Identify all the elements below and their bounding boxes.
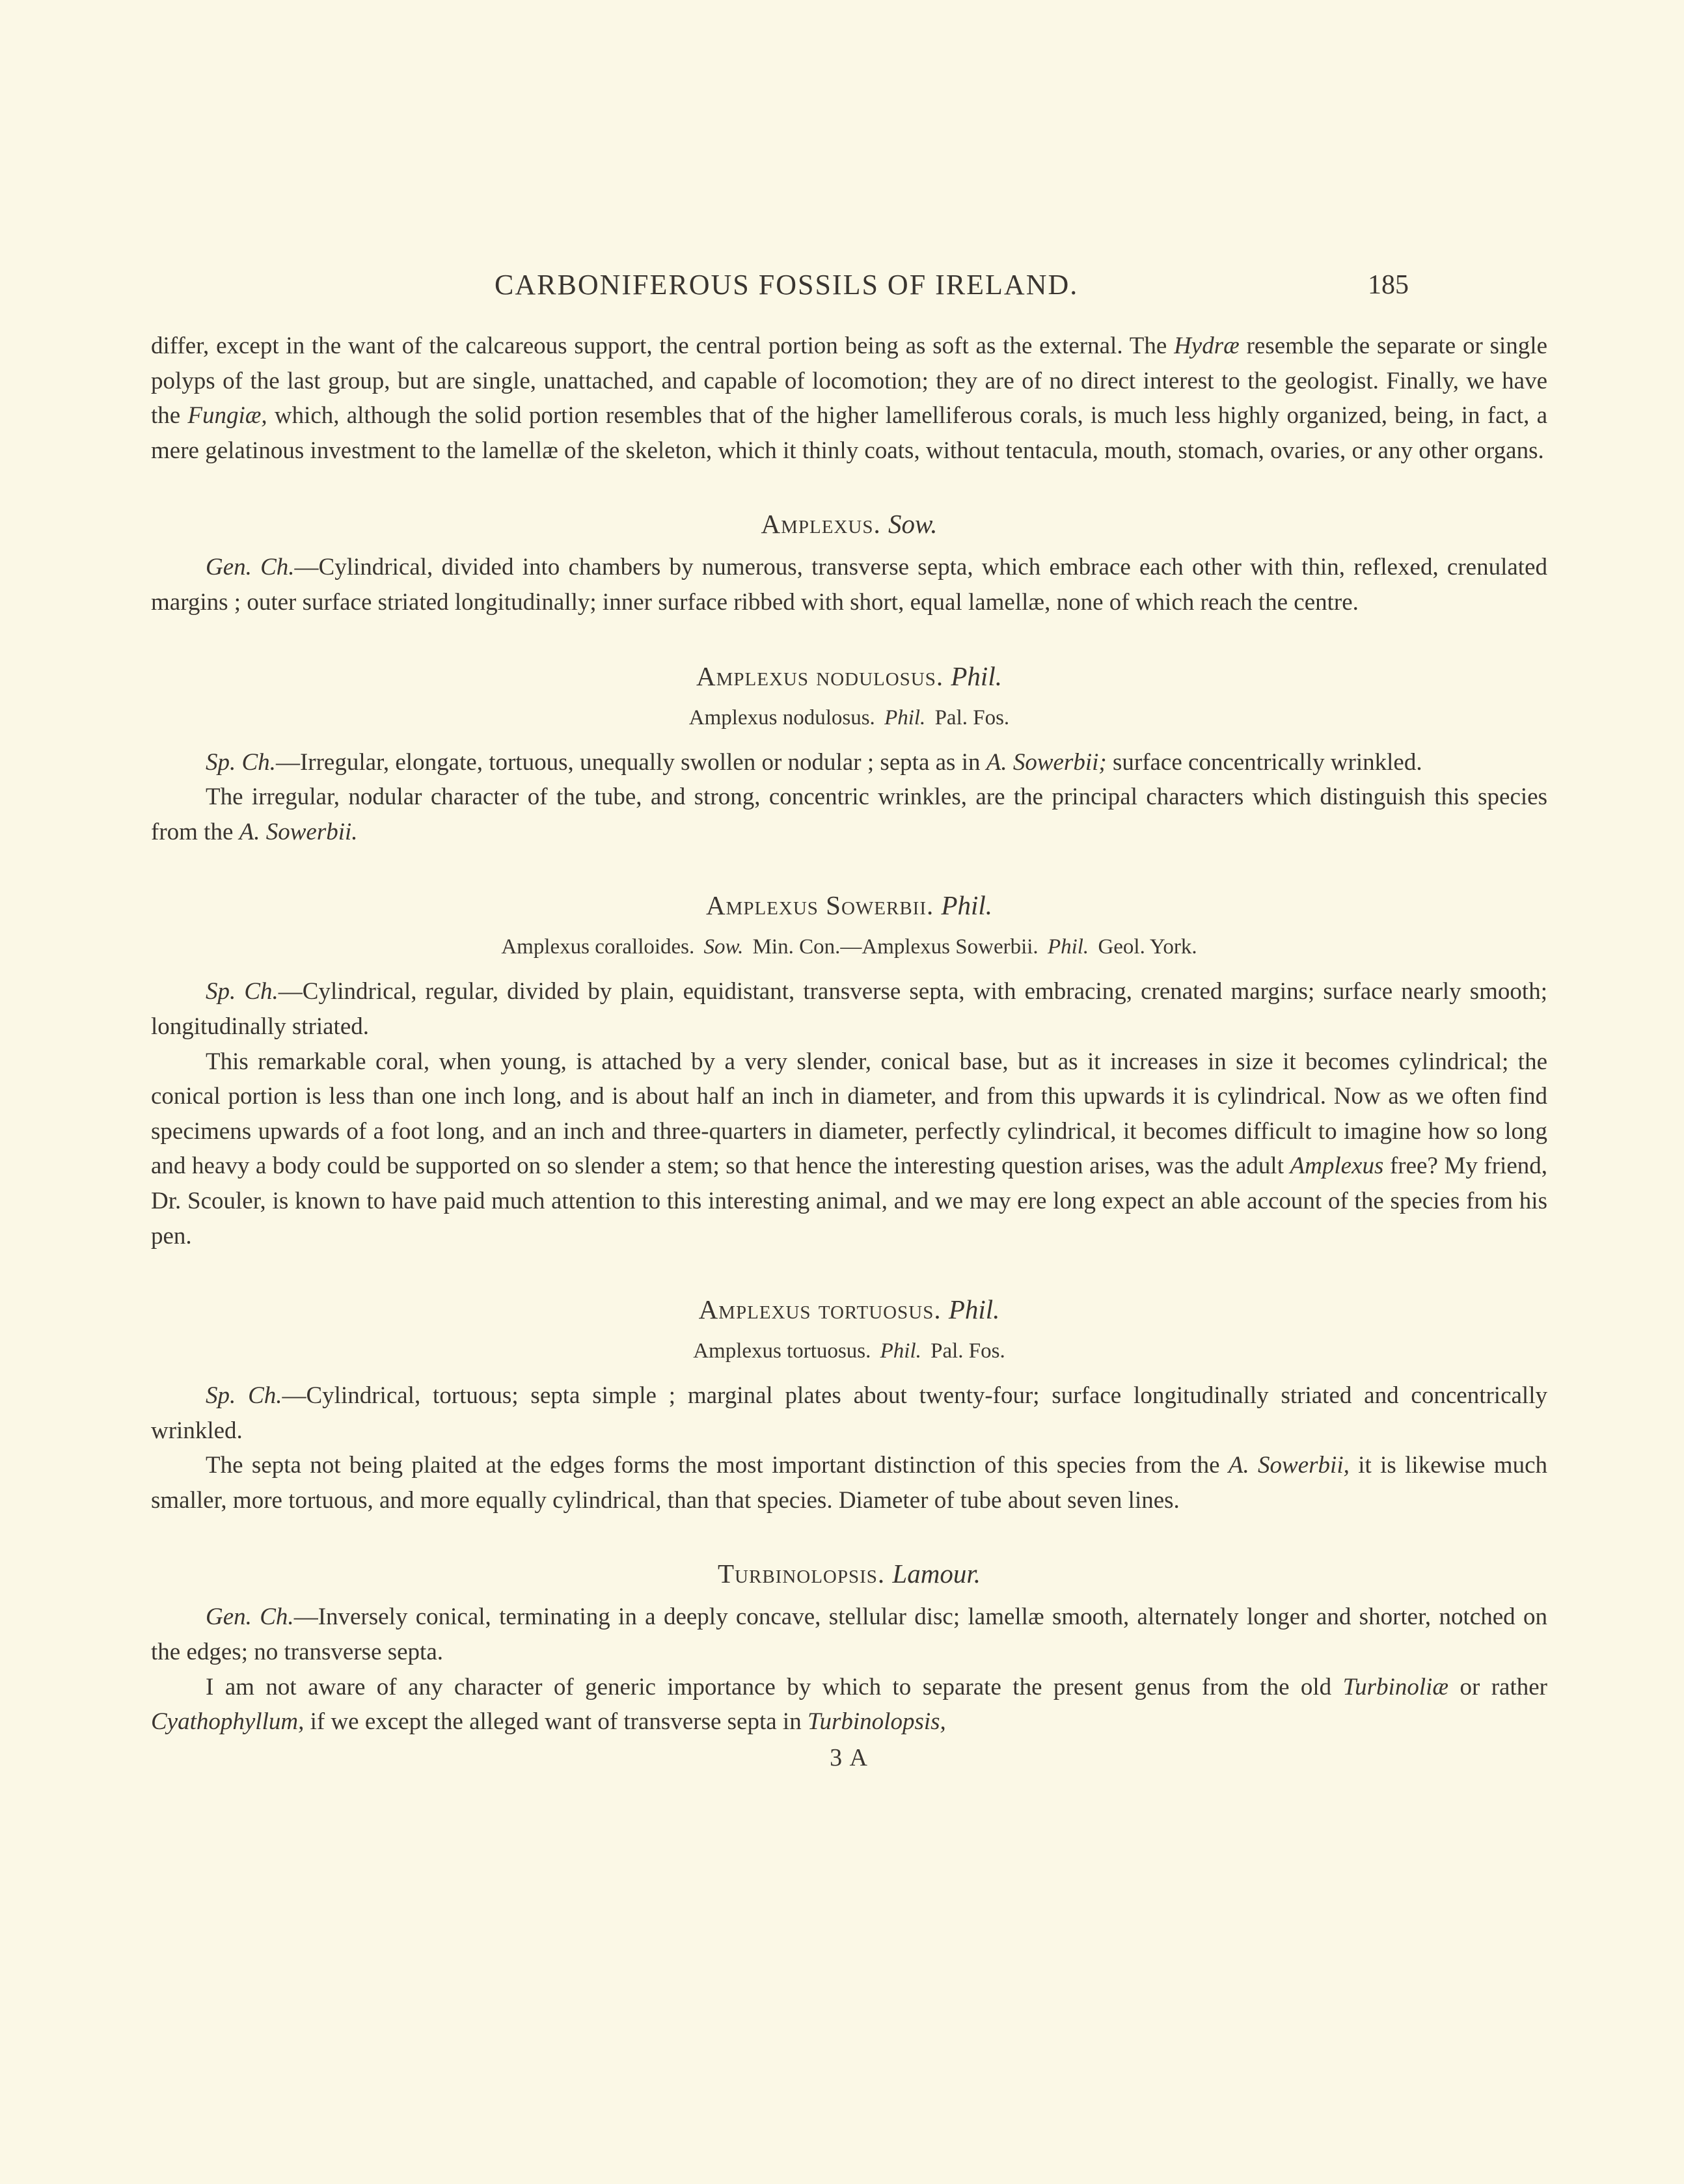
species-reference: A. Sowerbii. — [239, 818, 358, 845]
section-heading-sowerbii — [151, 887, 1547, 923]
genus-reference: Turbinolopsis, — [807, 1708, 946, 1736]
gen-ch-label: Gen. Ch. — [206, 1604, 294, 1631]
section-heading-nodulosus — [151, 658, 1547, 694]
description-text: The irregular, nodular character of the tube, and strong, concentric wrinkles, are the principal characters which distinguish this species from the — [151, 784, 1547, 845]
description-text: or rather — [1448, 1673, 1547, 1700]
page-number: 185 — [1368, 270, 1409, 300]
section-heading-tortuosus — [151, 1291, 1547, 1328]
synonymy-line — [151, 702, 1547, 733]
gen-ch-text: —Inversely conical, terminating in a deeply concave, stellular disc; lamellæ smooth, alternately longer and shorter, notched on the edges; no transverse septa. — [151, 1604, 1548, 1666]
genus-reference: Turbinoliæ — [1342, 1673, 1449, 1700]
intro-text: which, although the solid portion resembles that of the higher lamelliferous corals, is much less highly organized, being, in fact, a mere gelatinous investment to the lamellæ of the skeleton, which it thinly coats, without tentacula, mouth, stomach, ovaries, or any other organs. — [151, 402, 1547, 464]
synonym-author: Phil. — [880, 1339, 921, 1363]
specific-character — [151, 974, 1547, 1044]
gen-ch-label: Gen. Ch. — [206, 554, 295, 581]
section-heading-amplexus — [151, 506, 1547, 542]
description-text: This remarkable coral, when young, is attached by a very slender, conical base, but as it increases in size it becomes cylindrical; the conical portion is less than one inch long, and is about half an inch in diameter, and from this upwards it is cylindrical. Now as we often find specimens upwards of a foot long, and an inch and three-quarters in diameter, perfectly cylindrical, it becomes difficult to imagine how so long and heavy a body could be supported on so slender a stem; so that hence the interesting question arises, was the adult — [151, 1048, 1547, 1180]
species-reference: A. Sowerbii; — [986, 748, 1107, 776]
description-paragraph — [151, 780, 1547, 849]
sp-ch-text: —Cylindrical, regular, divided by plain, equidistant, transverse septa, with embracing, crenated margins; surface nearly smooth; longitudinally striated. — [151, 978, 1547, 1040]
species-author: Phil. — [941, 890, 993, 921]
sp-ch-text: surface concentrically wrinkled. — [1106, 748, 1422, 776]
taxon-fungiae: Fungiæ, — [187, 402, 267, 430]
genus-name: Turbinolopsis. — [718, 1559, 886, 1589]
description-text: free? My friend, Dr. Scouler, is known to have paid much attention to this interesting animal, and we may ere long expect an able account of the species from his pen. — [151, 1153, 1547, 1249]
genus-name: Amplexus. — [761, 509, 881, 539]
description-text: I am not aware of any character of generic importance by which to separate the present genus from the old — [206, 1673, 1343, 1700]
synonym-reference: Pal. Fos. — [934, 705, 1010, 730]
section-heading-turbinolopsis — [151, 1555, 1547, 1592]
sp-ch-label: Sp. Ch. — [206, 1382, 282, 1410]
intro-text: resemble the separate or single polyps of the last group, but are single, unattached, and capable of locomotion; they are of no direct interest to the geologist. Finally, we have the — [151, 333, 1547, 430]
synonym-author: Sow. — [703, 935, 744, 959]
synonym-author: Phil. — [884, 705, 926, 730]
specific-character — [151, 1378, 1547, 1448]
species-author: Phil. — [951, 661, 1002, 691]
taxon-hydrae: Hydræ — [1174, 333, 1240, 359]
genus-reference: Amplexus — [1290, 1153, 1384, 1180]
synonym-reference: Geol. York. — [1098, 935, 1197, 959]
running-title: CARBONIFEROUS FOSSILS OF IRELAND. — [495, 269, 1079, 301]
sp-ch-text: —Irregular, elongate, tortuous, unequally swollen or nodular ; septa as in — [275, 748, 986, 776]
synonym: Amplexus coralloides. — [501, 935, 695, 959]
synonym: Amplexus nodulosus. — [688, 705, 875, 730]
body-text — [151, 329, 1547, 1775]
species-reference: A. Sowerbii, — [1228, 1452, 1350, 1479]
specific-character — [151, 745, 1547, 780]
sp-ch-label: Sp. Ch. — [206, 748, 276, 776]
description-paragraph — [151, 1670, 1547, 1740]
species-name: Amplexus Sowerbii. — [705, 890, 934, 921]
gen-ch-text: —Cylindrical, divided into chambers by numerous, transverse septa, which embrace each other with thin, reflexed, crenulated margins ; outer surface striated longitudinally; inner surface ribbed with short, equal lamellæ, none of which reach the centre. — [151, 554, 1547, 616]
intro-paragraph — [151, 329, 1547, 468]
description-text: if we except the alleged want of transverse septa in — [304, 1708, 808, 1736]
synonym: Amplexus tortuosus. — [693, 1339, 871, 1363]
species-name: Amplexus nodulosus. — [696, 661, 944, 691]
running-head — [0, 268, 1684, 307]
synonym-reference: Pal. Fos. — [930, 1339, 1005, 1363]
species-author: Phil. — [948, 1294, 1000, 1325]
sp-ch-label: Sp. Ch. — [206, 978, 278, 1005]
genus-reference: Cyathophyllum, — [151, 1708, 305, 1736]
generic-character — [151, 550, 1547, 620]
description-paragraph — [151, 1044, 1547, 1254]
description-text: it is likewise much smaller, more tortuous, and more equally cylindrical, than that species. Diameter of tube about seven lines. — [151, 1452, 1547, 1514]
description-paragraph — [151, 1448, 1547, 1518]
genus-author: Sow. — [888, 509, 938, 539]
signature-mark: 3 A — [830, 1743, 869, 1771]
intro-text: differ, except in the want of the calcareous support, the central portion being as soft as the external. The — [151, 333, 1175, 359]
synonymy-line — [151, 931, 1547, 962]
synonymy-line — [151, 1335, 1547, 1367]
species-name: Amplexus tortuosus. — [698, 1294, 942, 1325]
generic-character — [151, 1600, 1547, 1669]
sp-ch-text: —Cylindrical, tortuous; septa simple ; marginal plates about twenty-four; surface longitudinally striated and concentrically wrinkled. — [151, 1382, 1547, 1444]
synonym-author: Phil. — [1047, 935, 1089, 959]
synonym: Min. Con.—Amplexus Sowerbii. — [752, 935, 1039, 959]
genus-author: Lamour. — [892, 1559, 981, 1589]
description-text: The septa not being plaited at the edges forms the most important distinction of this species from the — [206, 1452, 1229, 1479]
